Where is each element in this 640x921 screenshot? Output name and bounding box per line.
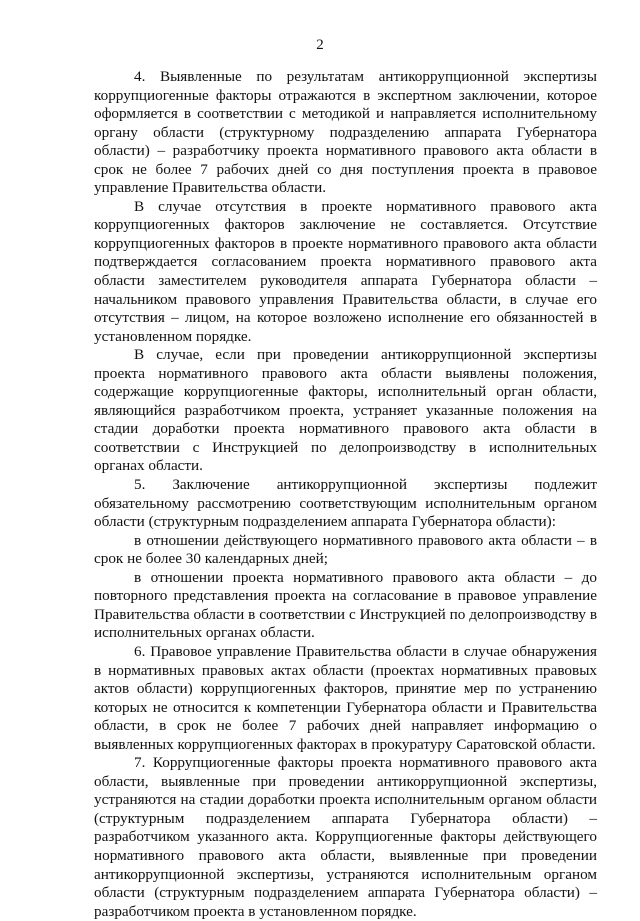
paragraph-item-4-no-factors: В случае отсутствия в проекте нормативного правового акта коррупциогенных факторов заключение не составляется. Отсутствие коррупциогенных факторов в проекте нормативного правового акта области подтверждается согласованием проекта нормативного правового акта области заместителем руководителя аппарата Губернатора области – начальником правового управления Правительства области, в случае его отсутствия – лицом, на которое возложено исполнение его обязанностей в установленном порядке. bbox=[94, 197, 597, 345]
paragraph-item-6: 6. Правовое управление Правительства области в случае обнаружения в нормативных правовых актах области (проектах нормативных правовых актов области) коррупциогенных факторов, принятие мер по устранению которых не относится к компетенции Губернатора области и Правительства области, в срок не более 7 рабочих дней направляет информацию о выявленных коррупциогенных факторах в прокуратуру Саратовской области. bbox=[94, 642, 597, 753]
paragraph-item-5-current-act: в отношении действующего нормативного правового акта области – в срок не более 30 календарных дней; bbox=[94, 531, 597, 568]
paragraph-item-5-draft-act: в отношении проекта нормативного правового акта области – до повторного представления проекта на согласование в правовое управление Правительства области в соответствии с Инструкцией по делопроизводству в исполнительных органах области. bbox=[94, 568, 597, 642]
paragraph-item-4: 4. Выявленные по результатам антикоррупционной экспертизы коррупциогенные факторы отражаются в экспертном заключении, которое оформляется в соответствии с методикой и направляется исполнительному органу области (структурному подразделению аппарата Губернатора области) – разработчику проекта нормативного правового акта области в срок не более 7 рабочих дней со дня поступления проекта в правовое управление Правительства области. bbox=[94, 68, 597, 197]
paragraph-item-5: 5. Заключение антикоррупционной экспертизы подлежит обязательному рассмотрению соответствующим исполнительным органом области (структурным подразделением аппарата Губернатора области): bbox=[94, 476, 597, 531]
page-number: 2 bbox=[316, 37, 324, 53]
paragraph-item-7: 7. Коррупциогенные факторы проекта нормативного правового акта области, выявленные при проведении антикоррупционной экспертизы, устраняются на стадии доработки проекта исполнительным органом области (структурным подразделением аппарата Губернатора области) – разработчиком указанного акта. Коррупциогенные факторы действующего нормативного правового акта области, выявленные при проведении антикоррупционной экспертизы, устраняются исполнительным органом области (структурным подразделением аппарата Губернатора области) – разработчиком проекта в установленном порядке. bbox=[94, 754, 597, 920]
document-body bbox=[94, 68, 597, 921]
paragraph-item-4-factors-found: В случае, если при проведении антикоррупционной экспертизы проекта нормативного правового акта области выявлены положения, содержащие коррупциогенные факторы, исполнительный орган области, являющийся разработчиком проекта, устраняет указанные положения на стадии доработки проекта нормативного правового акта области в соответствии с Инструкцией по делопроизводству в исполнительных органах области. bbox=[94, 346, 597, 475]
